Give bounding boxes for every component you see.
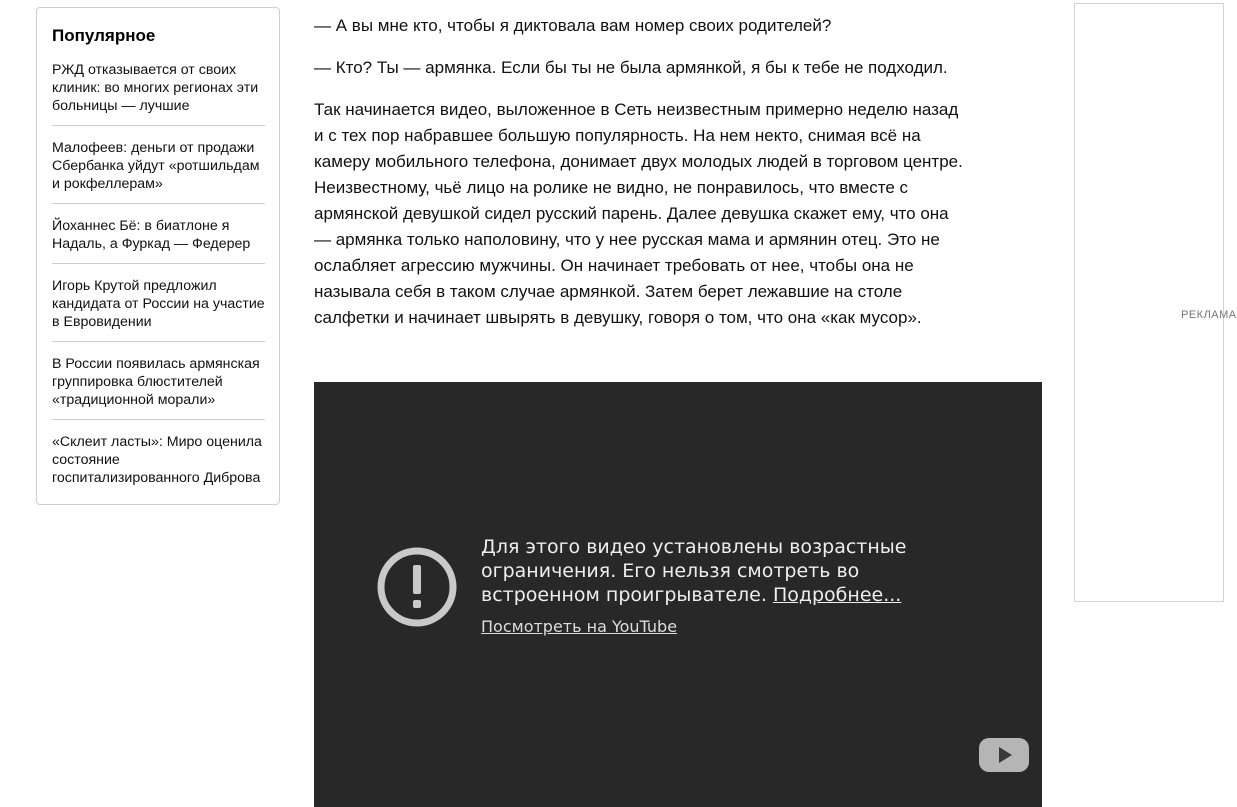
article-paragraph: Так начинается видео, выложенное в Сеть неизвестным примерно неделю назад и с тех пор набравшее большую популярность. На нем некто, снимая всё на камеру мобильного телефона, донимает двух молодых людей в торговом центре. Неизвестному, чьё лицо на ролике не видно, не понравилось, что вместе с армянской девушкой сидел русский парень. Далее девушка скажет ему, что она — армянка только наполовину, что у нее русская мама и армянин отец. Это не ослабляет агрессию мужчины. Он начинает требовать от нее, чтобы она не называла себя в таком случае армянкой. Затем берет лежавшие на столе салфетки и начинает швырять в девушку, говоря о том, что она «как мусор». xyxy=(314,100,963,327)
embedded-video-player[interactable] xyxy=(314,382,1042,807)
popular-item[interactable]: В России появилась армянская группировка блюстителей «традиционной морали» xyxy=(52,355,265,420)
ad-banner[interactable] xyxy=(1074,3,1237,602)
popular-item[interactable]: Игорь Крутой предложил кандидата от России на участие в Евровидении xyxy=(52,277,265,342)
more-info-link[interactable]: Подробнее... xyxy=(772,584,902,606)
article-dialog-line: — Кто? Ты — армянка. Если бы ты не была армянкой, я бы к тебе не подходил. xyxy=(314,58,948,77)
youtube-logo-icon[interactable] xyxy=(978,736,1030,774)
popular-item[interactable]: Малофеев: деньги от продажи Сбербанка уйдут «ротшильдам и рокфеллерам» xyxy=(52,139,265,204)
watch-on-youtube-link[interactable]: Посмотреть на YouTube xyxy=(481,617,678,636)
popular-sidebar xyxy=(36,7,280,505)
article-dialog-line: — А вы мне кто, чтобы я диктовала вам номер своих родителей? xyxy=(314,16,832,35)
popular-item[interactable]: «Склеит ласты»: Миро оценила состояние госпитализированного Диброва xyxy=(52,434,262,486)
popular-item[interactable]: Йоханнес Бё: в биатлоне я Надаль, а Фуркад — Федерер xyxy=(52,217,265,264)
popular-item[interactable]: РЖД отказывается от своих клиник: во многих регионах эти больницы — лучшие xyxy=(52,61,265,126)
age-restriction-text: Для этого видео установлены возрастные ограничения. Его нельзя смотреть во встроенном проигрывателе. xyxy=(481,536,907,606)
age-restriction-message xyxy=(481,535,971,607)
article-body xyxy=(314,13,964,347)
ad-label: РЕКЛАМА xyxy=(1181,309,1237,321)
popular-title: Популярное xyxy=(52,26,156,45)
popular-list xyxy=(52,61,265,497)
warning-icon xyxy=(377,547,457,627)
